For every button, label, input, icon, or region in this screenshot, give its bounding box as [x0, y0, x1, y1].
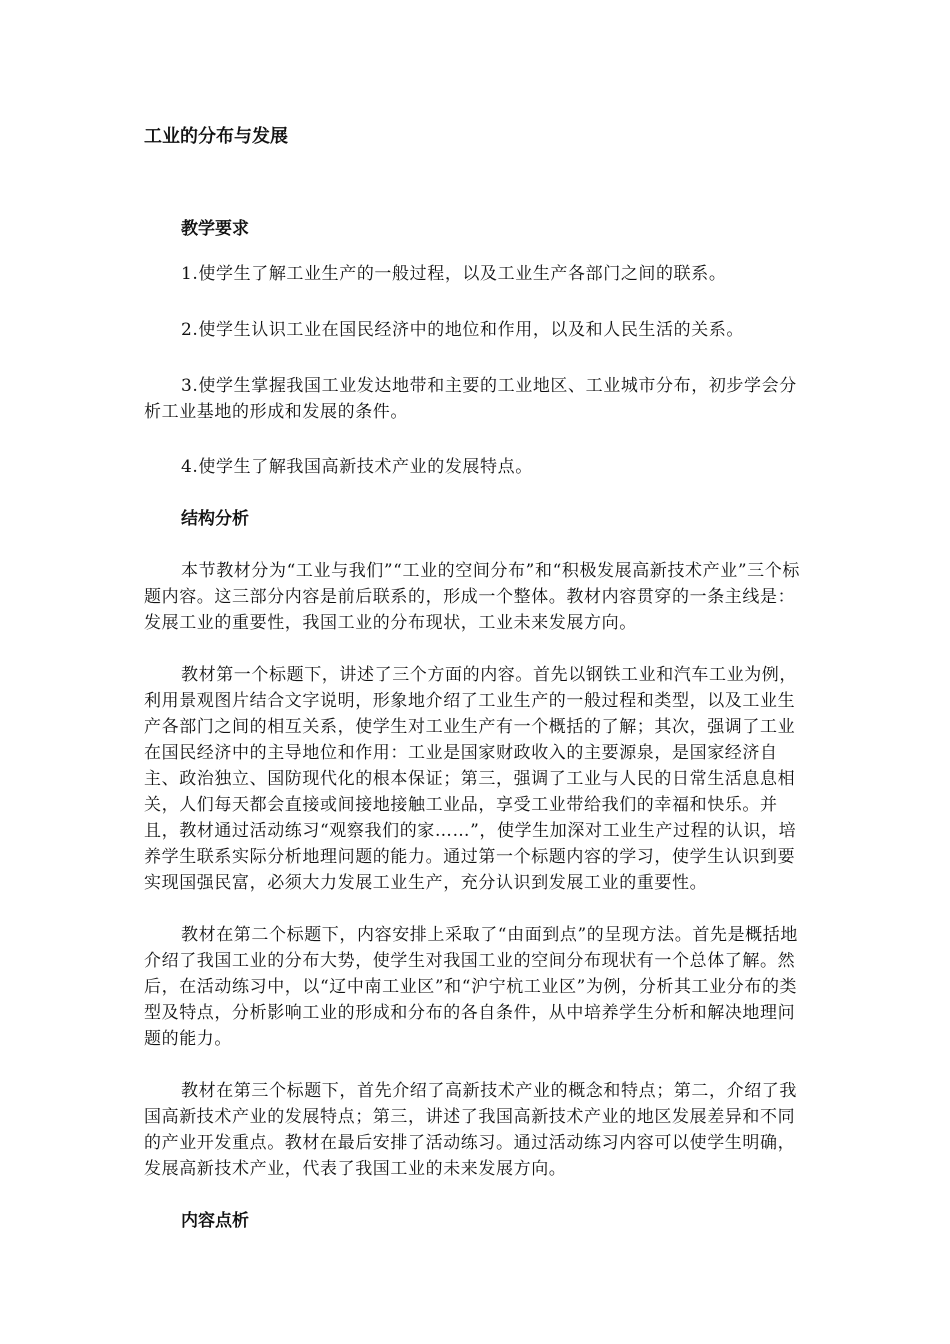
requirement-item: 2.使学生认识工业在国民经济中的地位和作用，以及和人民生活的关系。 [181, 320, 745, 340]
structure-paragraph: 教材在第三个标题下，首先介绍了高新技术产业的概念和特点；第二，介绍了我国高新技术产业的发展特点；第三，讲述了我国高新技术产业的地区发展差异和不同的产业开发重点。教材在最后安排了活动练习。通过活动练习内容可以使学生明确，发展高新技术产业，代表了我国工业的未来发展方向。 [144, 1081, 797, 1179]
section-heading-structure-analysis: 结构分析 [181, 509, 249, 529]
requirement-item: 4.使学生了解我国高新技术产业的发展特点。 [181, 457, 533, 477]
section-heading-content-analysis: 内容点析 [181, 1211, 249, 1231]
structure-paragraph: 教材第一个标题下，讲述了三个方面的内容。首先以钢铁工业和汽车工业为例，利用景观图片结合文字说明，形象地介绍了工业生产的一般过程和类型，以及工业生产各部门之间的相互关系，使学生对工业生产有一个概括的了解；其次，强调了工业在国民经济中的主导地位和作用：工业是国家财政收入的主要源泉，是国家经济自主、政治独立、国防现代化的根本保证；第三，强调了工业与人民的日常生活息息相关，人们每天都会直接或间接地接触工业品，享受工业带给我们的幸福和快乐。并且，教材通过活动练习“观察我们的家……”，使学生加深对工业生产过程的认识，培养学生联系实际分析地理问题的能力。通过第一个标题内容的学习，使学生认识到要实现国强民富，必须大力发展工业生产，充分认识到发展工业的重要性。 [144, 665, 797, 893]
structure-paragraph: 本节教材分为“工业与我们”“工业的空间分布”和“积极发展高新技术产业”三个标题内容。这三部分内容是前后联系的，形成一个整体。教材内容贯穿的一条主线是：发展工业的重要性，我国工业的分布现状，工业未来发展方向。 [144, 561, 800, 633]
structure-paragraph: 教材在第二个标题下，内容安排上采取了“由面到点”的呈现方法。首先是概括地介绍了我国工业的分布大势，使学生对我国工业的空间分布现状有一个总体了解。然后，在活动练习中，以“辽中南工业区”和“沪宁杭工业区”为例，分析其工业分布的类型及特点，分析影响工业的形成和分布的各自条件，从中培养学生分析和解决地理问题的能力。 [144, 925, 798, 1049]
requirement-item: 3.使学生掌握我国工业发达地带和主要的工业地区、工业城市分布，初步学会分析工业基地的形成和发展的条件。 [144, 376, 797, 422]
document-body [144, 216, 804, 1234]
section-heading-teaching-requirements: 教学要求 [181, 219, 249, 239]
requirement-item: 1.使学生了解工业生产的一般过程，以及工业生产各部门之间的联系。 [181, 264, 727, 284]
document-title: 工业的分布与发展 [144, 126, 288, 147]
